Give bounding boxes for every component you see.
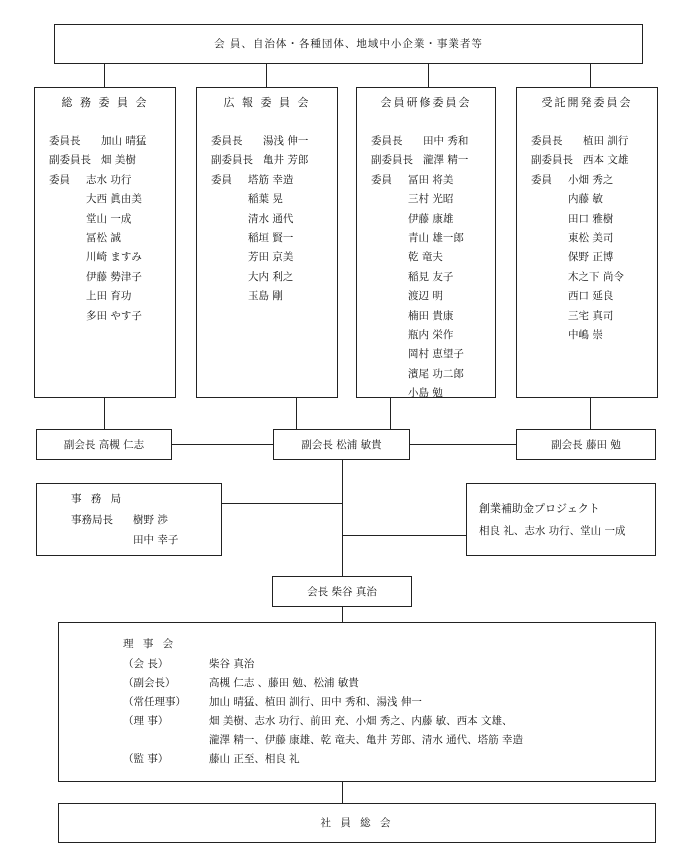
member-row: 多田 やす子 [86, 309, 142, 322]
member-row: 委員長 田中 秀和 [371, 135, 469, 147]
committee-contract-development [516, 87, 658, 398]
member-row: 岡村 恵望子 [408, 348, 464, 361]
connector-top-2 [266, 64, 267, 87]
member-row: 冨松 誠 [86, 231, 121, 244]
member-row: 芳田 京美 [248, 251, 294, 264]
committee-title: 広 報 委 員 会 [223, 96, 311, 109]
connector-board-assembly [342, 782, 343, 803]
general-assembly-label: 社 員 総 会 [320, 817, 394, 829]
member-row: 委員 冨田 将美 [371, 173, 454, 186]
connector-president-board [342, 607, 343, 622]
project-members: 相良 礼、志水 功行、堂山 一成 [479, 525, 626, 537]
vice-president-label: 副会長 高槻 仁志 [63, 439, 145, 451]
connector-comm2-vp [296, 398, 297, 429]
member-row: 副委員長 亀井 芳郎 [211, 154, 309, 167]
committee-title: 受託開発委員会 [541, 96, 633, 109]
committee-title: 会員研修委員会 [380, 96, 472, 109]
vice-president-center [273, 429, 410, 460]
member-row: 玉島 剛 [248, 290, 283, 303]
president-box [272, 576, 412, 607]
member-row: 委員長 加山 晴猛 [49, 135, 147, 147]
member-row: 三村 光昭 [408, 193, 454, 206]
member-row: 保野 正博 [568, 251, 614, 264]
member-row: 上田 育功 [86, 290, 132, 303]
board-row-chair: （会 長） 柴谷 真治 [123, 658, 255, 670]
board-box [58, 622, 656, 782]
secretariat-name-2: 田中 幸子 [133, 534, 179, 546]
member-row: 委員長 湯浅 伸一 [211, 135, 309, 147]
member-row: 稲葉 晃 [248, 193, 283, 206]
member-row: 渡辺 明 [408, 290, 443, 303]
member-row: 稲見 友子 [408, 270, 454, 283]
member-list [531, 132, 628, 345]
project-box [466, 483, 656, 556]
member-row: 大西 眞由美 [86, 193, 142, 206]
member-row: 青山 雄一郎 [408, 231, 464, 244]
connector-left-vp [172, 444, 273, 445]
member-row: 委員 志水 功行 [49, 173, 132, 186]
general-assembly-box [58, 803, 656, 843]
secretariat-title: 事 務 局 [71, 493, 125, 505]
member-row: 東松 美司 [568, 231, 614, 244]
member-row: 楠田 貴康 [408, 309, 454, 322]
connector-top-1 [104, 64, 105, 87]
member-row: 瓶内 栄作 [408, 328, 454, 341]
connector-right-vp [410, 444, 516, 445]
member-row: 木之下 尚令 [568, 270, 624, 283]
member-row: 委員長 植田 訓行 [531, 135, 629, 147]
member-row: 副委員長 畑 美樹 [49, 154, 136, 167]
member-row: 濱尾 功二郎 [408, 367, 464, 380]
committee-general-affairs [34, 87, 176, 398]
connector-comm4-vp [590, 398, 591, 429]
board-row-directors: （理 事） 畑 美樹、志水 功行、前田 充、小畑 秀之、内藤 敏、西本 文雄、 [123, 715, 513, 727]
board-title: 理 事 会 [123, 638, 177, 650]
member-list [371, 132, 468, 403]
president-label: 会長 柴谷 真治 [307, 586, 377, 598]
vice-president-left [36, 429, 172, 460]
vice-president-label: 副会長 松浦 敏貴 [301, 439, 382, 451]
connector-project [342, 535, 466, 536]
members-label: 会 員、自治体・各種団体、地域中小企業・事業者等 [214, 38, 483, 50]
project-title: 創業補助金プロジェクト [479, 502, 600, 515]
secretariat-role: 事務局長 [71, 514, 113, 526]
member-row: 西口 延良 [568, 290, 614, 303]
vice-president-right [516, 429, 656, 460]
secretariat-box [36, 483, 222, 556]
member-row: 乾 竜夫 [408, 251, 443, 264]
member-row: 副委員長 西本 文雄 [531, 154, 629, 167]
connector-main-vertical [342, 460, 343, 576]
member-row: 伊藤 勢津子 [86, 270, 142, 283]
member-list [49, 132, 146, 326]
committee-title: 総 務 委 員 会 [61, 96, 149, 109]
member-row: 委員 塔筋 幸造 [211, 173, 294, 186]
connector-top-3 [428, 64, 429, 87]
member-row: 田口 雅樹 [568, 212, 614, 225]
member-row: 伊藤 康雄 [408, 212, 454, 225]
member-row: 川崎 ますみ [86, 251, 142, 264]
connector-secretariat [222, 503, 342, 504]
member-row: 稲垣 賢一 [248, 231, 294, 244]
board-row-vice-chair: （副会長） 高槻 仁志 、藤田 勉、松浦 敏貴 [123, 677, 359, 689]
vice-president-label: 副会長 藤田 勉 [551, 439, 621, 451]
member-row: 委員 小畑 秀之 [531, 173, 614, 186]
board-row-directors-cont: 瀧澤 精一、伊藤 康雄、乾 竜夫、亀井 芳郎、清水 通代、塔筋 幸造 [209, 734, 524, 746]
connector-comm1-vp [104, 398, 105, 429]
committee-member-training [356, 87, 496, 398]
members-box [54, 24, 643, 64]
member-row: 内藤 敏 [568, 193, 603, 206]
member-row: 大内 利之 [248, 270, 294, 283]
member-row: 中嶋 崇 [568, 328, 603, 341]
connector-top-4 [590, 64, 591, 87]
secretariat-name-1: 樹野 渉 [133, 514, 168, 526]
member-list [211, 132, 308, 307]
member-row: 堂山 一成 [86, 212, 132, 225]
member-row: 小島 勉 [408, 387, 443, 400]
committee-public-relations [196, 87, 338, 398]
board-row-executive: （常任理事） 加山 晴猛、植田 訓行、田中 秀和、湯浅 伸一 [123, 696, 422, 708]
member-row: 三宅 真司 [568, 309, 614, 322]
board-row-auditors: （監 事） 藤山 正至、相良 礼 [123, 753, 300, 765]
member-row: 副委員長 瀧澤 精一 [371, 154, 469, 167]
member-row: 清水 通代 [248, 212, 294, 225]
